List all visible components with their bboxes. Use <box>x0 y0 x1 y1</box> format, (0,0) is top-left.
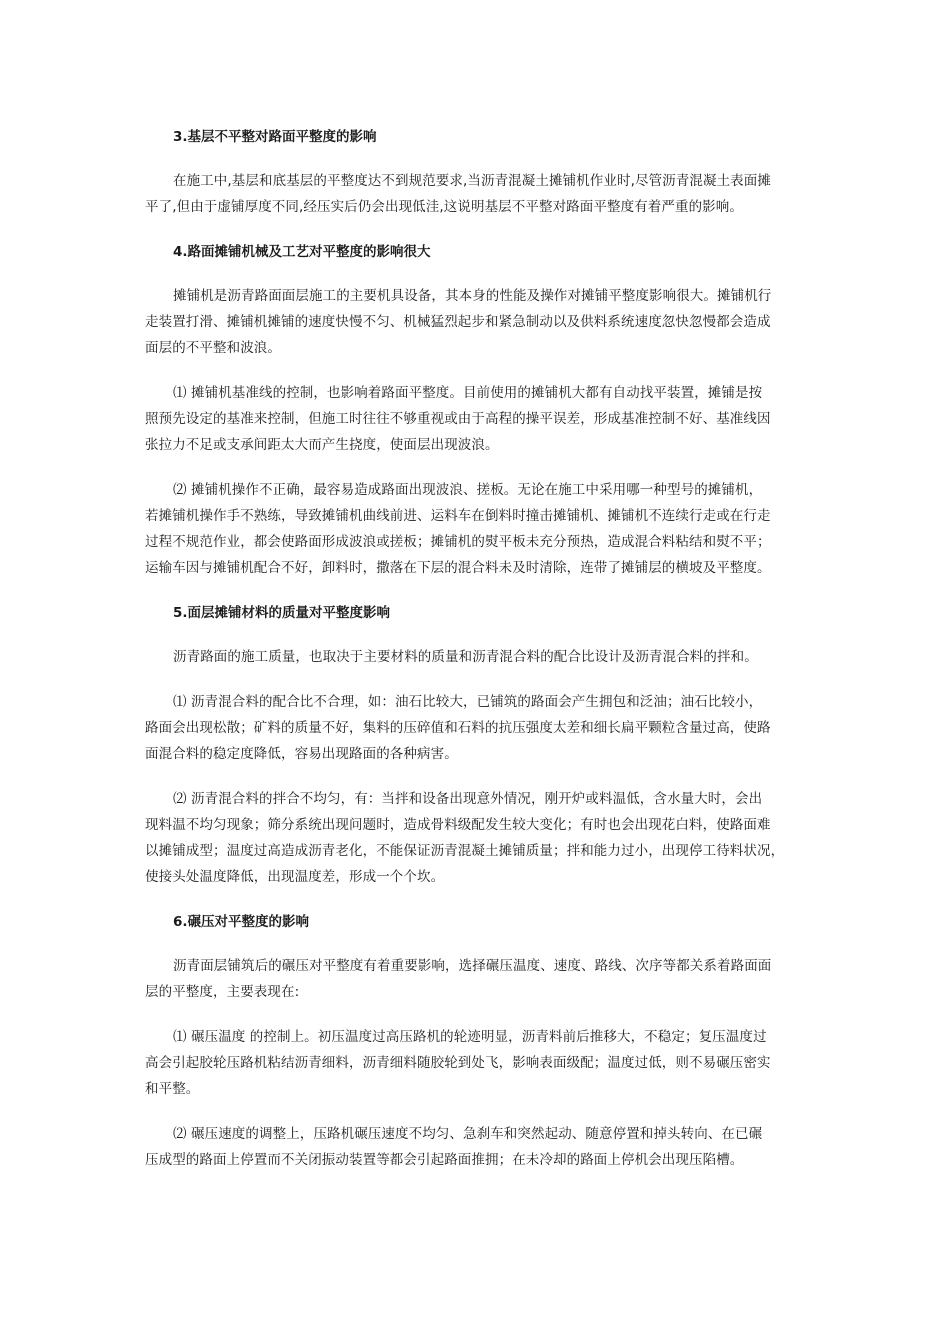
section-heading: 5.面层摊铺材料的质量对平整度影响 <box>173 605 391 621</box>
paragraph-line: 以摊铺成型；温度过高造成沥青老化，不能保证沥青混凝土摊铺质量；拌和能力过小，出现停工待料状况， <box>145 843 785 859</box>
paragraph-line: 使接头处温度降低，出现温度差，形成一个个坎。 <box>145 869 445 885</box>
paragraph <box>145 477 813 581</box>
paragraph-line: 照预先设定的基准来控制，但施工时往往不够重视或由于高程的操平误差，形成基准控制不好、基准线因 <box>145 411 771 427</box>
paragraph-line: 在施工中,基层和底基层的平整度达不到规范要求,当沥青混凝土摊铺机作业时,尽管沥青混凝土表面摊 <box>173 173 771 189</box>
paragraph-line: 面层的不平整和波浪。 <box>145 340 281 356</box>
paragraph-line: 和平整。 <box>145 1081 200 1097</box>
paragraph-line: ⑵ 碾压速度的调整上，压路机碾压速度不均匀、急刹车和突然起动、随意停置和掉头转向、在已碾 <box>173 1126 763 1142</box>
paragraph <box>145 786 813 890</box>
paragraph-line: 高会引起胶轮压路机粘结沥青细料，沥青细料随胶轮到处飞，影响表面级配；温度过低，则不易碾压密实 <box>145 1055 771 1071</box>
document-body <box>145 124 813 1192</box>
paragraph-line: ⑴ 沥青混合料的配合比不合理，如：油石比较大，已铺筑的路面会产生拥包和泛油；油石比较小， <box>173 694 763 710</box>
paragraph-line: 沥青面层铺筑后的碾压对平整度有着重要影响，选择碾压温度、速度、路线、次序等都关系着路面面 <box>173 958 772 974</box>
paragraph-line: 若摊铺机操作手不熟练，导致摊铺机曲线前进、运料车在倒料时撞击摊铺机、摊铺机不连续行走或在行走 <box>145 508 771 524</box>
paragraph-line: ⑴ 碾压温度 的控制上。初压温度过高压路机的轮迹明显，沥青料前后推移大，不稳定；复压温度过 <box>173 1029 767 1045</box>
paragraph-line: 运输车因与摊铺机配合不好，卸料时，撒落在下层的混合料未及时清除，连带了摊铺层的横坡及平整度。 <box>145 560 771 576</box>
paragraph-line: 张拉力不足或支承间距太大而产生挠度，使面层出现波浪。 <box>145 437 499 453</box>
section-heading: 4.路面摊铺机械及工艺对平整度的影响很大 <box>173 244 431 260</box>
paragraph-line: 过程不规范作业，都会使路面形成波浪或搓板；摊铺机的熨平板未充分预热，造成混合料粘结和熨不平； <box>145 534 771 550</box>
paragraph-line: 沥青路面的施工质量，也取决于主要材料的质量和沥青混合料的配合比设计及沥青混合料的拌和。 <box>173 649 758 665</box>
paragraph-line: 摊铺机是沥青路面面层施工的主要机具设备，其本身的性能及操作对摊铺平整度影响很大。摊铺机行 <box>173 288 772 304</box>
paragraph-line: 面混合料的稳定度降低，容易出现路面的各种病害。 <box>145 746 458 762</box>
paragraph <box>145 644 813 670</box>
paragraph-line: 走装置打滑、摊铺机摊铺的速度快慢不匀、机械猛烈起步和紧急制动以及供料系统速度忽快忽慢都会造成 <box>145 314 771 330</box>
paragraph-line: ⑵ 沥青混合料的拌合不均匀，有：当拌和设备出现意外情况，刚开炉或料温低，含水量大时，会出 <box>173 791 763 807</box>
paragraph <box>145 953 813 1005</box>
paragraph-line: ⑴ 摊铺机基准线的控制，也影响着路面平整度。目前使用的摊铺机大都有自动找平装置，摊铺是按 <box>173 385 763 401</box>
paragraph <box>145 380 813 458</box>
paragraph <box>145 1121 813 1173</box>
section-heading: 6.碾压对平整度的影响 <box>173 914 310 930</box>
paragraph-line: ⑵ 摊铺机操作不正确，最容易造成路面出现波浪、搓板。无论在施工中采用哪一种型号的摊铺机， <box>173 482 763 498</box>
paragraph <box>145 168 813 220</box>
paragraph-line: 路面会出现松散；矿料的质量不好，集料的压碎值和石料的抗压强度太差和细长扁平颗粒含量过高，使路 <box>145 720 771 736</box>
paragraph <box>145 689 813 767</box>
paragraph <box>145 1024 813 1102</box>
paragraph <box>145 283 813 361</box>
paragraph-line: 层的平整度，主要表现在: <box>145 984 300 1000</box>
section-heading: 3.基层不平整对路面平整度的影响 <box>173 129 377 145</box>
paragraph-line: 现料温不均匀现象；筛分系统出现问题时，造成骨料级配发生较大变化；有时也会出现花白料，使路面难 <box>145 817 771 833</box>
paragraph-line: 平了,但由于虚铺厚度不同,经压实后仍会出现低洼,这说明基层不平整对路面平整度有着严重的影响。 <box>145 199 743 215</box>
paragraph-line: 压成型的路面上停置而不关闭振动装置等都会引起路面推拥；在未冷却的路面上停机会出现压陷槽。 <box>145 1152 744 1168</box>
